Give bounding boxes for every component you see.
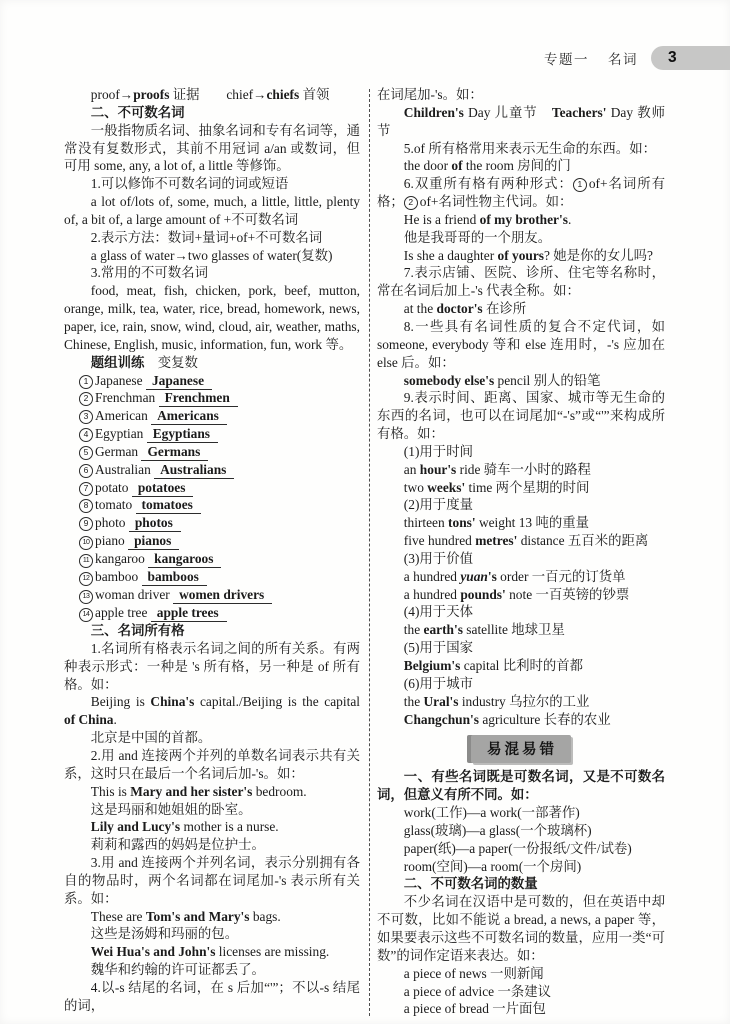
circled-number: 14 (79, 608, 93, 622)
section-heading: 三、名词所有格 (90, 623, 185, 639)
circled-number: 1 (573, 178, 587, 192)
text-line: 4.以-s 结尾的名词，在 s 后加“'”；不以-s 结尾的词， (64, 979, 360, 1013)
text-line: Children's Day 儿童节 Teachers' Day 教师节 (377, 104, 665, 138)
text-line: These are Tom's and Mary's bags. (90, 908, 281, 924)
answer-blank: kangaroos (148, 551, 221, 568)
text-line: 题组训练 变复数 (90, 354, 198, 370)
text-line: the Ural's industry 乌拉尔的工业 (403, 693, 590, 709)
answer-blank: Frenchmen (159, 390, 238, 407)
subject-label: 名词 (608, 52, 638, 67)
exercise-item: 13 woman driver women drivers (64, 586, 360, 604)
answer-blank: Egyptians (147, 426, 218, 443)
text-line: 1.名词所有格表示名词之间的所有关系。有两种表示形式：一种是 's 所有格，另一种是 of 所有格。如： (64, 640, 360, 692)
exercise-item: 5 German Germans (64, 443, 360, 461)
text-line: 这些是汤姆和玛丽的包。 (90, 926, 239, 942)
text-line: 7.表示店铺、医院、诊所、住宅等名称时，常在名词后加上-'s 代表全称。如： (377, 265, 665, 299)
exercise-item: 14 apple tree apple trees (64, 604, 360, 622)
exercise-item: 8 tomato tomatoes (64, 496, 360, 514)
badge-row (377, 735, 665, 763)
circled-number: 4 (79, 428, 93, 442)
text-line: (3)用于价值 (403, 550, 473, 566)
exercise-item: 1 Japanese Japanese (64, 372, 360, 390)
exercise-item: 3 American Americans (64, 407, 360, 425)
text-line: This is Mary and her sister's bedroom. (90, 783, 307, 799)
text-line: 9.表示时间、距离、国家、城市等无生命的东西的名词，也可以在词尾加“-'s”或“'”来构成所有格。如： (377, 390, 665, 442)
page-header (0, 46, 730, 72)
circled-number: 10 (79, 536, 93, 550)
text-line: the door of the room 房间的门 (403, 158, 571, 174)
answer-blank: bamboos (142, 569, 207, 586)
answer-blank: Germans (141, 444, 208, 461)
text-line: Wei Hua's and John's licenses are missing. (90, 944, 330, 960)
text-line: Is she a daughter of yours? 她是你的女儿吗? (403, 247, 653, 263)
text-line: (2)用于度量 (403, 497, 473, 513)
exercise-item: 2 Frenchman Frenchmen (64, 389, 360, 407)
answer-blank: women drivers (173, 587, 272, 604)
text-line: 1.可以修饰不可数名词的词或短语 (90, 176, 289, 192)
text-line: a lot of/lots of, some, much, a little, little, plenty of, a bit of, a large amount of +不可数名词 (64, 194, 360, 227)
text-line: glass(玻璃)—a glass(一个玻璃杯) (403, 822, 592, 838)
section-badge: 易混易错 (471, 735, 571, 763)
right-column (377, 86, 665, 1018)
text-line: two weeks' time 两个星期的时间 (403, 479, 590, 495)
answer-blank: tomatoes (136, 497, 201, 514)
text-line: somebody else's pencil 别人的铅笔 (403, 372, 601, 388)
text-line: 一、有些名词既是可数名词，又是不可数名词，但意义有所不同。如： (377, 769, 665, 803)
circled-number: 6 (79, 464, 93, 478)
section-heading: 二、不可数名词的数量 (403, 876, 538, 892)
text-line: a glass of water→two glasses of water(复数) (90, 247, 333, 263)
section-heading: 二、不可数名词 (90, 104, 185, 120)
page-number-pill (651, 46, 730, 70)
text-line: paper(纸)—a paper(一份报纸/文件/试卷) (403, 840, 632, 856)
text-line: a hundred yuan's order 一百元的订货单 (403, 568, 626, 584)
circled-number: 3 (79, 410, 93, 424)
text-line: Lily and Lucy's mother is a nurse. (90, 819, 279, 835)
circled-number: 13 (79, 590, 93, 604)
left-column (64, 86, 360, 1018)
text-line: 在词尾加-'s。如： (377, 87, 483, 102)
circled-number: 5 (79, 446, 93, 460)
circled-number: 7 (79, 482, 93, 496)
text-line: five hundred metres' distance 五百米的距离 (403, 533, 649, 549)
circled-number: 2 (79, 392, 93, 406)
circled-number: 12 (79, 572, 93, 586)
answer-blank: Australians (154, 462, 234, 479)
answer-blank: photos (129, 515, 181, 532)
exercise-item: 10 piano pianos (64, 532, 360, 550)
text-line: work(工作)—a work(一部著作) (403, 805, 580, 821)
exercise-item: 6 Australian Australians (64, 461, 360, 479)
text-line: 他是我哥哥的一个朋友。 (403, 229, 552, 245)
text-line: 5.of 所有格常用来表示无生命的东西。如： (403, 140, 656, 156)
text-line: 一般指物质名词、抽象名词和专有名词等，通常没有复数形式，其前不用冠词 a/an 或数词，但可用 some, any, a lot of, a little 等修饰。 (64, 122, 360, 174)
circled-number: 8 (79, 499, 93, 513)
text-line: 8.一些具有名词性质的复合不定代词，如 someone, everybody 等和 else 连用时，-'s 应加在 else 后。如： (377, 318, 665, 370)
circled-number: 1 (79, 375, 93, 389)
text-line: a hundred pounds' note 一百英镑的钞票 (403, 586, 630, 602)
text-line: thirteen tons' weight 13 吨的重量 (403, 515, 590, 531)
text-line: (5)用于国家 (403, 640, 473, 656)
text-line: 魏华和约翰的许可证都丢了。 (90, 962, 265, 978)
text-line: (6)用于城市 (403, 675, 473, 691)
text-line: a piece of bread 一片面包 (403, 1001, 546, 1017)
text-line: proof→proofs 证据 chief→chiefs 首领 (90, 87, 330, 102)
topic-label: 专题一 (544, 52, 589, 67)
text-line: 北京是中国的首都。 (90, 730, 212, 746)
text-line: He is a friend of my brother's. (403, 211, 572, 227)
text-line: 这是玛丽和她姐姐的卧室。 (90, 801, 252, 817)
circled-number: 11 (79, 554, 93, 568)
text-line: Changchun's agriculture 长春的农业 (403, 711, 611, 727)
answer-blank: potatoes (132, 480, 194, 497)
exercise-item: 11 kangaroo kangaroos (64, 550, 360, 568)
text-line: Beijing is China's capital./Beijing is the capital of China. (64, 694, 360, 728)
text-line: 2.表示方法：数词+量词+of+不可数名词 (90, 229, 323, 245)
answer-blank: apple trees (151, 605, 227, 622)
text-line: food, meat, fish, chicken, pork, beef, mutton, orange, milk, tea, water, rice, bread, homework, news, paper, ice, rain, snow, wind, cloud, air, weather, maths, Chinese, English, music, information, fun, work 等。 (64, 283, 360, 352)
exercise-item: 4 Egyptian Egyptians (64, 425, 360, 443)
text-line: an hour's ride 骑车一小时的路程 (403, 461, 591, 477)
text-line: 2.用 and 连接两个并列的单数名词表示共有关系，这时只在最后一个名词后加-'s。如： (64, 748, 360, 781)
answer-blank: Americans (151, 408, 227, 425)
column-divider (369, 89, 370, 1016)
text-line: 莉莉和露西的妈妈是位护士。 (90, 837, 265, 853)
text-line: 6.双重所有格有两种形式： 1 of+名词所有格； 2 of+名词性物主代词。如： (377, 176, 665, 210)
text-line: (4)用于天体 (403, 604, 473, 620)
page-number: 3 (668, 49, 677, 66)
text-line: the earth's satellite 地球卫星 (403, 622, 565, 638)
exercise-item: 9 photo photos (64, 514, 360, 532)
answer-blank: Japanese (146, 373, 212, 390)
text-line: room(空间)—a room(一个房间) (403, 858, 582, 874)
exercise-item: 7 potato potatoes (64, 479, 360, 497)
text-line: (1)用于时间 (403, 443, 473, 459)
text-line: 3.用 and 连接两个并列名词，表示分别拥有各自的物品时，两个名词都在词尾加-'s 表示所有关系。如： (64, 855, 360, 906)
header-right-group (544, 46, 730, 70)
text-line: 3.常用的不可数名词 (90, 265, 208, 281)
text-line: a piece of advice 一条建议 (403, 983, 552, 999)
page-content (64, 86, 665, 1018)
circled-number: 2 (404, 196, 418, 210)
answer-blank: pianos (128, 533, 179, 550)
exercise-item: 12 bamboo bamboos (64, 568, 360, 586)
circled-number: 9 (79, 517, 93, 531)
text-line: Belgium's capital 比利时的首都 (403, 658, 584, 673)
text-line: a piece of news 一则新闻 (403, 965, 544, 981)
text-line: at the doctor's 在诊所 (403, 301, 527, 317)
text-line: 不少名词在汉语中是可数的，但在英语中却不可数，比如不能说 a bread, a news, a paper 等，如果要表示这些不可数名词的数量，应用一类“可数”的词作定语来表达。如： (377, 894, 665, 963)
